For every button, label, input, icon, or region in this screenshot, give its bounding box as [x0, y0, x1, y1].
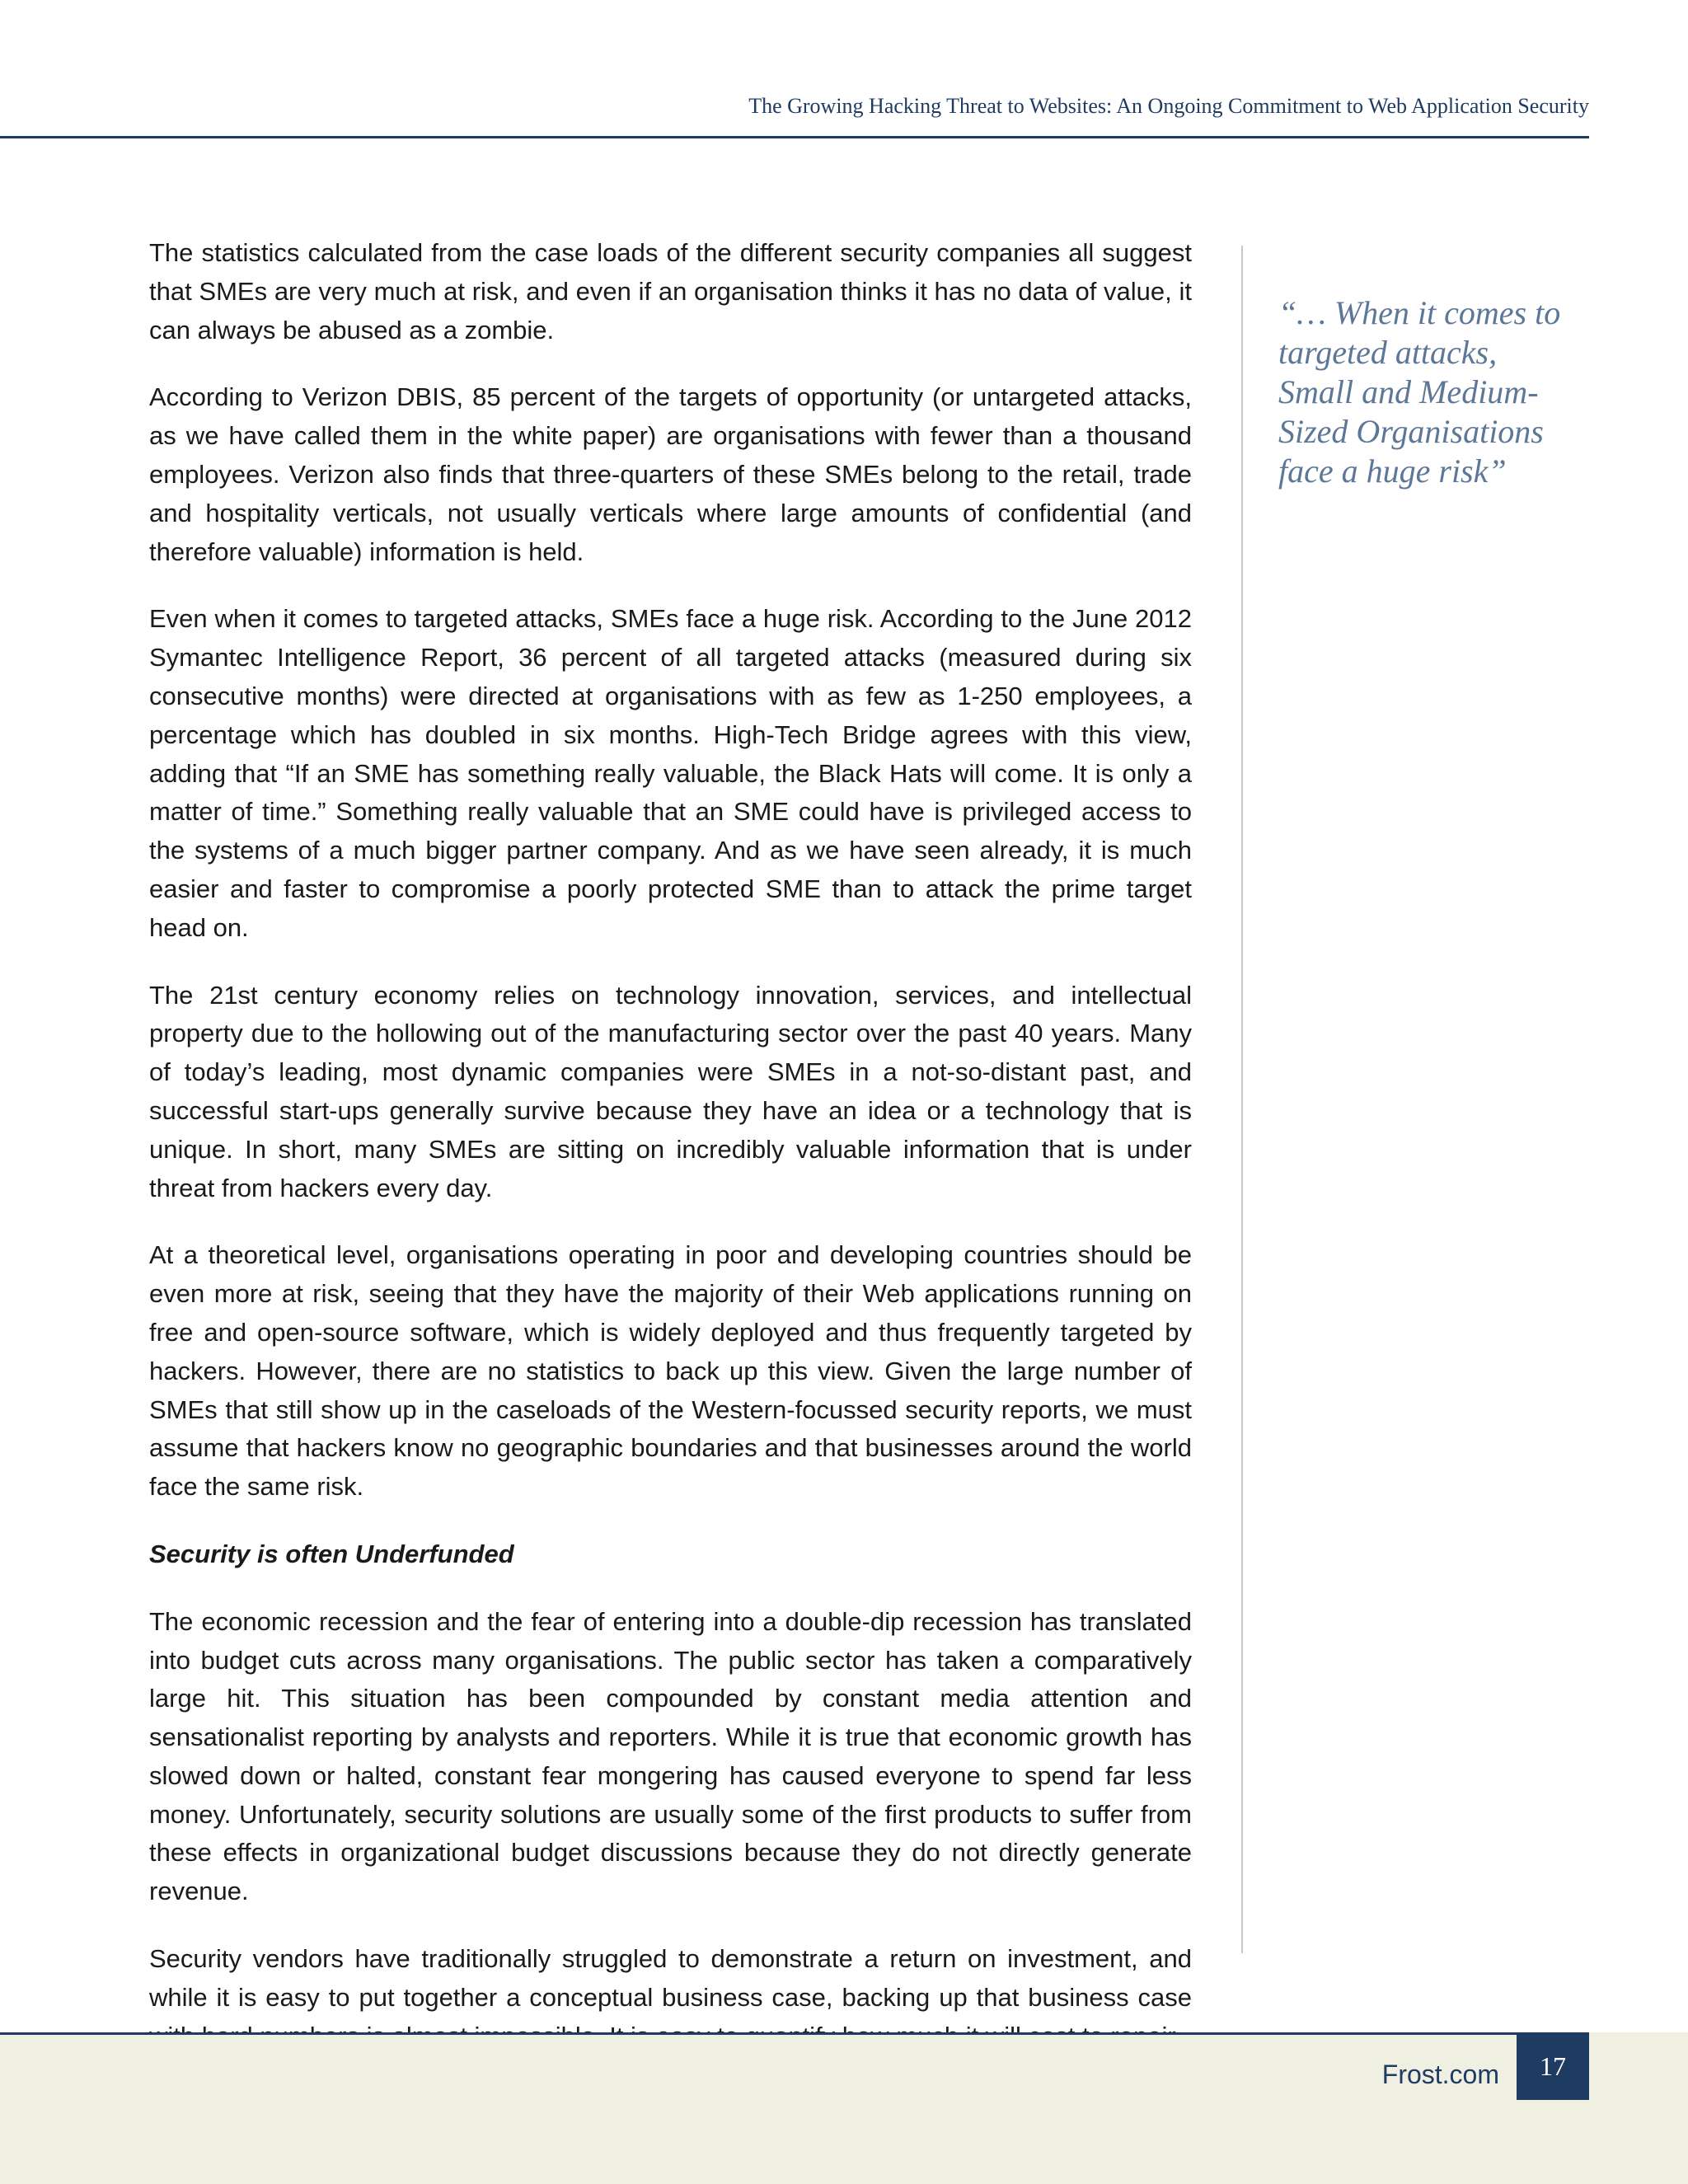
body-paragraph: The economic recession and the fear of entering into a double-dip recession has translated into budget cuts across many organisations. The public sector has taken a comparatively large hit. This situation has been compounded by constant media attention and sensationalist reporting by analysts and reporters. While it is true that economic growth has slowed down or halted, constant fear mongering has caused everyone to spend far less money. Unfortunately, security solutions are usually some of the first products to suffer from these effects in organizational budget discussions because they do not directly generate revenue.	[149, 1606, 1192, 1906]
body-paragraph: Security vendors have traditionally struggled to demonstrate a return on investment, and while it is easy to put together a conceptual business case, backing up that business case	[149, 1944, 1192, 2012]
pull-quote: “… When it comes to targeted attacks, Small and Medium-Sized Organisations face a huge risk”	[1278, 294, 1561, 490]
body-paragraph: Even when it comes to targeted attacks, SMEs face a huge risk. According to the June 2012 Symantec Intelligence Report, 36 percent of all targeted attacks (measured during six consecutive months) were directed at organisations with as few as 1-250 employees, a percentage which has doubled in six months. High-Tech Bridge agrees with this view, adding that “If an SME has something really valuable, the Black Hats will come. It is only a matter of time.” Something really valuable that an SME could have is privileged access to the systems of a much bigger partner company. And as we have seen already, it is much easier and faster to compromise a poorly protected SME than to attack the prime target head on.	[149, 604, 1192, 942]
page-footer	[0, 2032, 1688, 2184]
page-number: 17	[1517, 2032, 1589, 2100]
column-divider	[1241, 246, 1243, 1953]
body-paragraph: The statistics calculated from the case loads of the different security companies all suggest that SMEs are very much at risk, and even if an organisation thinks it has no data of value, it can always be abused as a zombie.	[149, 238, 1192, 344]
frost-website-link[interactable]: Frost.com	[1381, 2060, 1499, 2089]
page-header	[0, 0, 1589, 138]
body-paragraph: The 21st century economy relies on technology innovation, services, and intellectual property due to the hollowing out of the manufacturing sector over the past 40 years. Many of today’s leading, most dynamic companies were SMEs in a not-so-distant past, and successful start-ups generally survive because they have an idea or a technology that is unique. In short, many SMEs are sitting on incredibly valuable information that is under threat from hackers every day.	[149, 980, 1192, 1202]
body-paragraph: According to Verizon DBIS, 85 percent of the targets of opportunity (or untargeted attacks, as we have called them in the white paper) are organisations with fewer than a thousand employees. Verizon also finds that three-quarters of these SMEs belong to the retail, trade and hospitality verticals, not usually verticals where large amounts of confidential (and therefore valuable) information is held.	[149, 382, 1192, 566]
main-text-column	[149, 234, 1192, 2012]
section-subheading: Security is often Underfunded	[149, 1539, 514, 1568]
footer-rule	[0, 2032, 1589, 2035]
running-title: The Growing Hacking Threat to Websites: An Ongoing Commitment to Web Application Security	[748, 94, 1589, 118]
body-paragraph: At a theoretical level, organisations operating in poor and developing countries should be even more at risk, seeing that they have the majority of their Web applications running on free and open-source software, which is widely deployed and thus frequently targeted by hackers. However, there are no statistics to back up this view. Given the large number of SMEs that still show up in the caseloads of the Western-focussed security reports, we must assume that hackers know no geographic boundaries and that businesses around the world face the same risk.	[149, 1240, 1192, 1502]
